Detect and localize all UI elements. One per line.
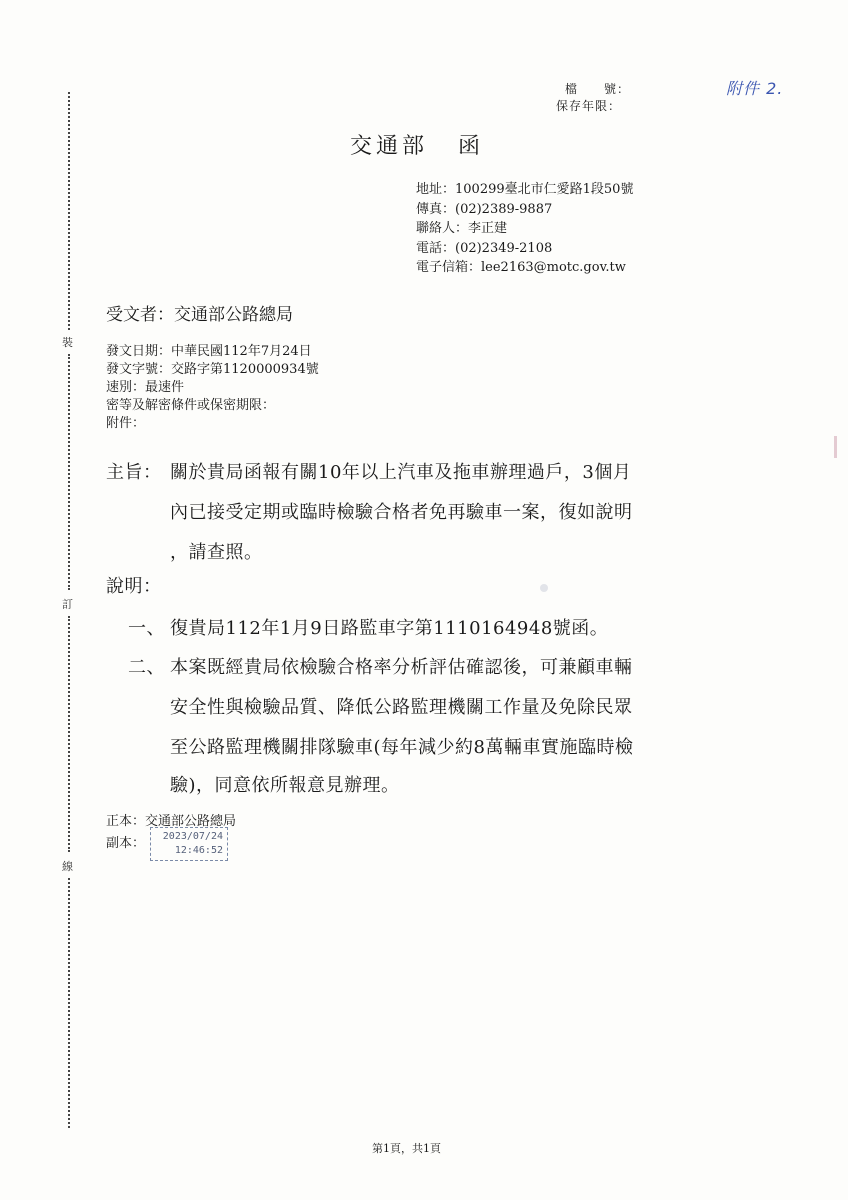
speed-class: 速別：最速件	[106, 380, 185, 395]
scan-speck	[540, 584, 548, 592]
explanation-item-2-line-3: 至公路監理機關排隊驗車(每年減少約8萬輛車實施臨時檢	[170, 737, 634, 758]
binding-mark-zhuang: 裝	[62, 336, 73, 349]
issuing-organization: 交通部	[350, 134, 429, 159]
stamp-time: 12:46:52	[174, 845, 223, 856]
explanation-item-2-line-4: 驗)，同意依所報意見辦理。	[170, 775, 400, 796]
classification: 密等及解密條件或保密期限：	[106, 398, 276, 413]
original-recipient: 正本：交通部公路總局	[106, 814, 237, 829]
file-number-label: 檔 號：	[565, 82, 631, 96]
document-meta	[106, 343, 319, 433]
subject-line-3: ，請查照。	[170, 542, 263, 563]
attachments: 附件：	[106, 416, 146, 431]
sender-contact: 聯絡人：李正建	[416, 221, 508, 236]
handwritten-note: 附件 2.	[726, 79, 784, 98]
copy-recipient-label: 副本：	[106, 836, 146, 851]
binding-mark-ding: 訂	[62, 598, 73, 611]
receipt-stamp	[150, 827, 228, 861]
explanation-item-2-line-1: 本案既經貴局依檢驗合格率分析評估確認後，可兼顧車輛	[170, 657, 633, 678]
explanation-item-1-line-1: 復貴局112年1月9日路監車字第1110164948號函。	[170, 618, 609, 639]
binding-mark-xian: 線	[62, 860, 73, 873]
issue-date: 發文日期：中華民國112年7月24日	[106, 344, 312, 359]
recipient: 受文者：交通部公路總局	[106, 305, 293, 325]
retention-period-label: 保存年限：	[556, 99, 622, 113]
sender-email: 電子信箱：lee2163@motc.gov.tw	[416, 260, 626, 275]
page-footer: 第1頁，共1頁	[372, 1142, 441, 1155]
scan-speck	[834, 436, 837, 458]
subject-label: 主旨：	[106, 462, 162, 483]
explanation-label: 說明：	[106, 576, 162, 597]
sender-info	[416, 180, 633, 278]
document-title	[350, 129, 484, 160]
sender-address: 地址：100299臺北市仁愛路1段50號	[416, 182, 634, 197]
stamp-date: 2023/07/24	[162, 831, 223, 842]
explanation-item-2-marker: 二、	[128, 657, 165, 678]
sender-fax: 傳真：(02)2389-9887	[416, 201, 553, 217]
subject-line-2: 內已接受定期或臨時檢驗合格者免再驗車一案，復如說明	[170, 502, 633, 523]
explanation-item-2-line-2: 安全性與檢驗品質、降低公路監理機關工作量及免除民眾	[170, 697, 633, 718]
sender-phone: 電話：(02)2349-2108	[416, 240, 553, 256]
explanation-item-1-marker: 一、	[128, 618, 165, 639]
subject-line-1: 關於貴局函報有關10年以上汽車及拖車辦理過戶，3個月	[170, 462, 632, 483]
document-number: 發文字號：交路字第1120000934號	[106, 362, 319, 377]
document-type: 函	[458, 134, 485, 159]
